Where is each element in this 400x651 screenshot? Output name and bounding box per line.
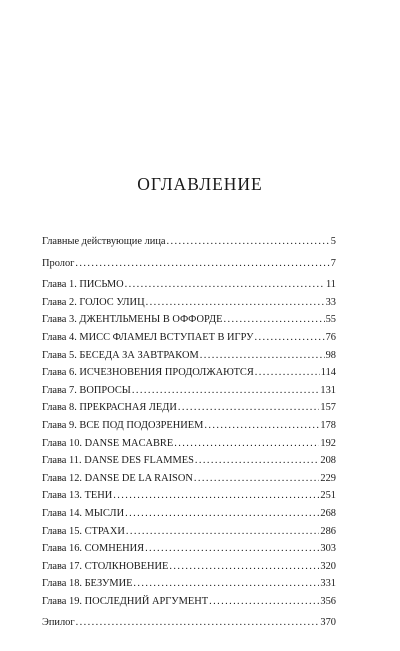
dot-leader — [195, 452, 320, 470]
toc-entry — [42, 255, 336, 273]
toc-entry-label: Эпилог — [42, 617, 75, 629]
toc-entry-label: Глава 8. ПРЕКРАСНАЯ ЛЕДИ — [42, 402, 177, 414]
toc-entry-label: Глава 12. DANSE DE LA RAISON — [42, 472, 193, 484]
toc-entry-label: Глава 3. ДЖЕНТЛЬМЕНЫ В ОФФОРДЕ — [42, 314, 223, 326]
toc-entry-label: Глава 19. ПОСЛЕДНИЙ АРГУМЕНТ — [42, 595, 209, 607]
toc-entry — [42, 329, 336, 347]
dot-leader — [113, 487, 319, 505]
toc-entry — [42, 311, 336, 329]
toc-entry — [42, 294, 336, 312]
dot-leader — [223, 311, 324, 329]
toc-entry-page-number: 55 — [325, 314, 336, 326]
toc-entry-page-number: 7 — [330, 257, 336, 269]
toc-entry-page-number: 157 — [320, 402, 336, 414]
toc-entry-page-number: 114 — [320, 367, 336, 379]
toc-entry-page-number: 320 — [320, 560, 336, 572]
toc-entry-label: Глава 18. БЕЗУМИЕ — [42, 578, 133, 590]
dot-leader — [169, 558, 319, 576]
toc-entry-label: Глава 15. СТРАХИ — [42, 525, 125, 537]
dot-leader — [254, 329, 324, 347]
toc-entry-page-number: 208 — [320, 455, 336, 467]
dot-leader — [125, 276, 325, 294]
toc-entry-label: Глава 10. DANSE MACABRE — [42, 437, 174, 449]
toc-entry-label: Глава 9. ВСЕ ПОД ПОДОЗРЕНИЕМ — [42, 419, 204, 431]
toc-entry-label: Глава 1. ПИСЬМО — [42, 279, 124, 291]
toc-entry-label: Глава 14. МЫСЛИ — [42, 507, 125, 519]
toc-entry — [42, 593, 336, 611]
toc-entry — [42, 523, 336, 541]
toc-entry-page-number: 131 — [320, 384, 336, 396]
toc-entry — [42, 505, 336, 523]
toc-entry — [42, 276, 336, 294]
dot-leader — [200, 347, 325, 365]
toc-entry — [42, 614, 336, 632]
dot-leader — [204, 417, 319, 435]
toc-entry-page-number: 98 — [325, 349, 336, 361]
toc-entry-label: Глава 7. ВОПРОСЫ — [42, 384, 131, 396]
dot-leader — [125, 505, 319, 523]
toc-entry — [42, 382, 336, 400]
dot-leader — [75, 255, 329, 273]
toc-entry — [42, 487, 336, 505]
toc-entry-label: Глава 11. DANSE DES FLAMMES — [42, 455, 194, 467]
dot-leader — [167, 233, 330, 251]
toc-title: ОГЛАВЛЕНИЕ — [137, 174, 263, 194]
toc-entry-page-number: 331 — [320, 578, 336, 590]
toc-entry-page-number: 303 — [320, 543, 336, 555]
toc-entry — [42, 399, 336, 417]
dot-leader — [146, 294, 325, 312]
toc-entry — [42, 558, 336, 576]
toc-entry-page-number: 286 — [320, 525, 336, 537]
toc-entry-label: Глава 5. БЕСЕДА ЗА ЗАВТРАКОМ — [42, 349, 199, 361]
toc-list — [42, 233, 336, 632]
toc-entry-page-number: 192 — [320, 437, 336, 449]
toc-entry-page-number: 11 — [325, 279, 336, 291]
dot-leader — [76, 614, 320, 632]
toc-entry-page-number: 356 — [320, 595, 336, 607]
dot-leader — [178, 399, 320, 417]
toc-entry — [42, 417, 336, 435]
toc-entry-label: Глава 13. ТЕНИ — [42, 490, 113, 502]
toc-entry — [42, 364, 336, 382]
toc-entry — [42, 470, 336, 488]
dot-leader — [255, 364, 320, 382]
dot-leader — [209, 593, 319, 611]
dot-leader — [194, 470, 320, 488]
dot-leader — [132, 382, 320, 400]
dot-leader — [174, 435, 319, 453]
toc-entry — [42, 452, 336, 470]
toc-entry-page-number: 370 — [320, 617, 336, 629]
toc-entry-page-number: 33 — [325, 296, 336, 308]
toc-entry-label: Главные действующие лица — [42, 236, 166, 247]
dot-leader — [133, 575, 319, 593]
toc-entry-label: Глава 6. ИСЧЕЗНОВЕНИЯ ПРОДОЛЖАЮТСЯ — [42, 367, 254, 379]
toc-entry-page-number: 5 — [330, 236, 336, 247]
toc-entry-label: Глава 2. ГОЛОС УЛИЦ — [42, 296, 145, 308]
toc-entry-label: Глава 16. СОМНЕНИЯ — [42, 543, 145, 555]
toc-entry-label: Глава 17. СТОЛКНОВЕНИЕ — [42, 560, 169, 572]
toc-entry-label: Глава 4. МИСС ФЛАМЕЛ ВСТУПАЕТ В ИГРУ — [42, 331, 254, 343]
toc-entry — [42, 347, 336, 365]
toc-entry-label: Пролог — [42, 257, 75, 269]
toc-entry-page-number: 268 — [320, 507, 336, 519]
toc-entry — [42, 233, 336, 251]
toc-entry-page-number: 178 — [320, 419, 336, 431]
toc-entry-page-number: 76 — [325, 331, 336, 343]
toc-entry — [42, 435, 336, 453]
dot-leader — [126, 523, 320, 541]
toc-entry — [42, 540, 336, 558]
toc-entry — [42, 575, 336, 593]
dot-leader — [145, 540, 319, 558]
toc-entry-page-number: 229 — [320, 472, 336, 484]
toc-entry-page-number: 251 — [320, 490, 336, 502]
